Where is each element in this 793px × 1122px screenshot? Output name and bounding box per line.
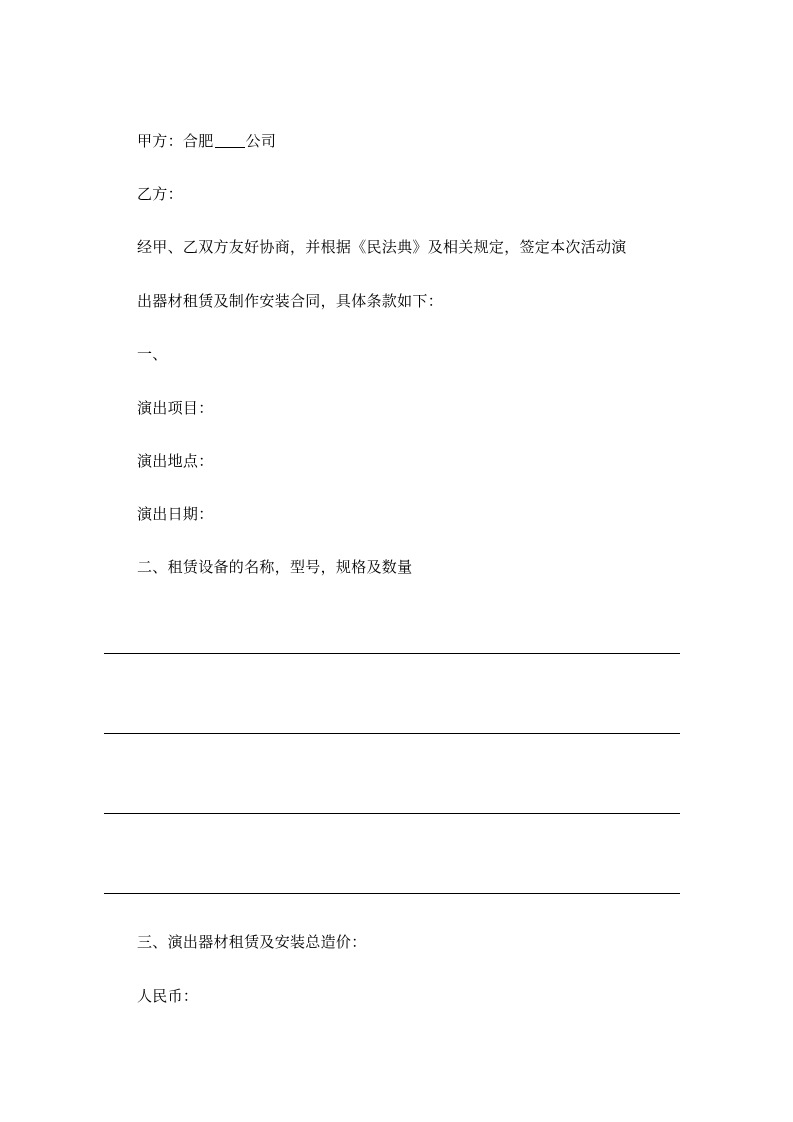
equipment-fill-line-4 bbox=[104, 893, 680, 894]
section-2-heading: 二、租赁设备的名称，型号，规格及数量 bbox=[137, 558, 413, 576]
performance-date-label: 演出日期： bbox=[137, 505, 214, 523]
party-a-blank bbox=[215, 133, 245, 148]
party-a-line bbox=[137, 131, 276, 151]
party-a-suffix: 公司 bbox=[245, 132, 277, 150]
intro-line-2: 出器材租赁及制作安装合同，具体条款如下： bbox=[137, 292, 444, 310]
performance-location-label: 演出地点： bbox=[137, 452, 214, 470]
equipment-fill-line-2 bbox=[104, 733, 680, 734]
section-1-heading: 一、 bbox=[137, 345, 168, 363]
equipment-fill-line-1 bbox=[104, 653, 680, 654]
party-a-prefix: 甲方：合肥 bbox=[137, 132, 214, 150]
section-3-heading: 三、演出器材租赁及安装总造价： bbox=[137, 933, 367, 951]
party-b-line: 乙方： bbox=[137, 185, 183, 203]
intro-line-1: 经甲、乙双方友好协商，并根据《民法典》及相关规定，签定本次活动演 bbox=[137, 238, 627, 256]
performance-project-label: 演出项目： bbox=[137, 399, 214, 417]
equipment-fill-line-3 bbox=[104, 813, 680, 814]
currency-label: 人民币： bbox=[137, 987, 199, 1005]
